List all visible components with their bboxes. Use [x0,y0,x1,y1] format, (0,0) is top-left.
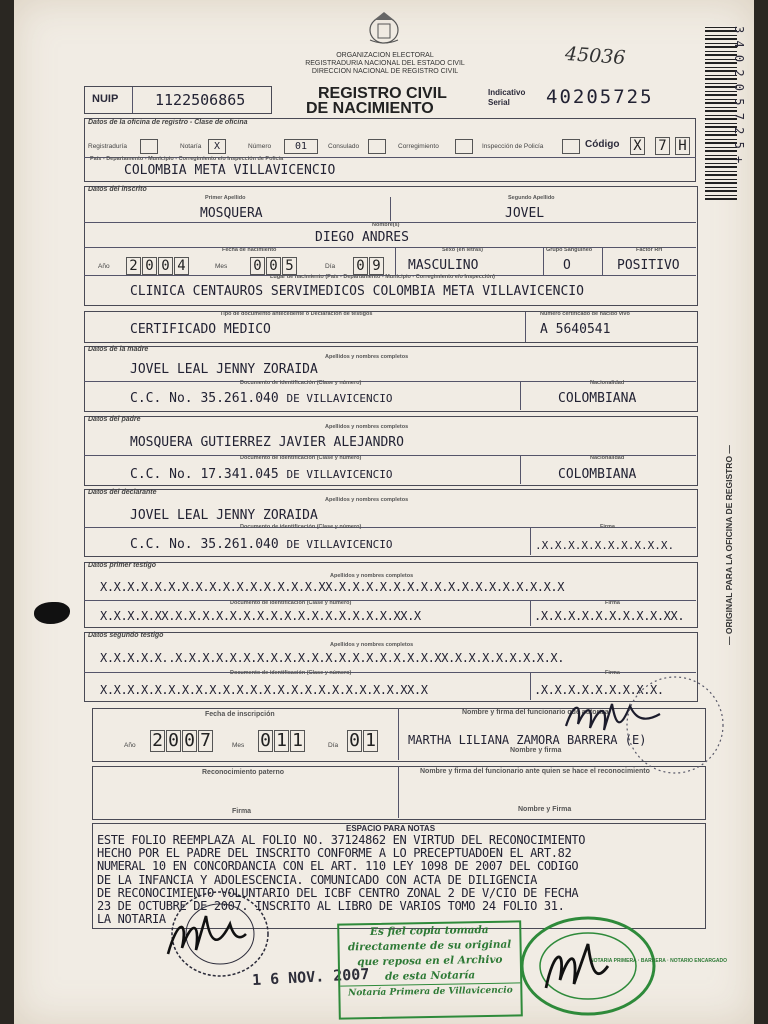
mes-digit: 0 [250,257,265,275]
testigo2-doc-label: Documento de identificación (Clase y número) [230,670,352,676]
padre-doc-number: C.C. No. 17.341.045 [130,467,279,482]
declarante-nombre-label: Apellidos y nombres completos [325,497,409,503]
mes-digit: 0 [266,257,281,275]
padre-doc-value [130,467,393,482]
madre-nac-value: COLOMBIANA [558,391,637,406]
reconocimiento-right-label: Nombre y firma del funcionario ante quien se hace el reconocimiento [420,768,650,775]
codigo-label: Código [585,139,620,150]
sexo-label: Sexo (en letras) [442,247,483,253]
nombres-label: Nombre(s) [372,222,400,228]
apellido-divider [390,197,391,221]
madre-nac-label: Nacionalidad [590,380,625,386]
testigo1-doc-value: X.X.X.X.XX.X.X.X.X.X.X.X.X.X.X.X.X.X.X.X.X.XX.X [100,609,421,623]
madre-nombre-value: JOVEL LEAL JENNY ZORAIDA [130,362,318,377]
madre-doc-value [130,391,393,406]
testigo2-nombre-value: X.X.X.X.X..X.X.X.X.X.X.X.X.X.X.X.X.X.X.X.X.X.X.X.XX.X.X.X.X.X.X.X.X. [100,651,565,665]
copy-stamp-line: que reposa en el Archivo [357,953,503,969]
codigo-digit[interactable]: H [675,137,690,155]
copy-stamp-footer: Notaría Primera de Villavicencio [340,982,520,1001]
org-line: REGISTRADURIA NACIONAL DEL ESTADO CIVIL [305,60,465,67]
dia-digit: 9 [369,257,384,275]
corregimiento-checkbox[interactable] [455,139,473,154]
org-line: ORGANIZACION ELECTORAL [336,52,434,59]
title-line1: REGISTRO CIVIL [318,85,447,102]
testigo1-firma-label: Firma [605,600,620,606]
inscrito-line2 [84,247,696,248]
inscripcion-mes-digit: 0 [258,730,273,752]
testigo1-nombre-label: Apellidos y nombres completos [330,573,414,579]
reconocimiento-divider [398,766,399,818]
declarante-section-title: Datos del declarante [88,489,157,496]
declarante-firma-label: Firma [600,524,615,530]
nombres-value: DIEGO ANDRES [315,230,409,245]
inscripcion-dia-digit: 0 [347,730,362,752]
primer-apellido-label: Primer Apellido [205,195,246,201]
padre-nombre-value: MOSQUERA GUTIERREZ JAVIER ALEJANDRO [130,435,404,450]
declarante-nombre-value: JOVEL LEAL JENNY ZORAIDA [130,508,318,523]
num-cert-value: A 5640541 [540,322,611,337]
segundo-apellido-label: Segundo Apellido [508,195,555,201]
registraduria-checkbox[interactable] [140,139,158,154]
mes-label: Mes [215,263,228,270]
title-line2: DE NACIMIENTO [306,100,434,117]
tipo-doc-label: Tipo de documento antecedente o Declaración de testigos [220,311,373,317]
testigo2-doc-value: X.X.X.X.X.X.X.X.X.X.X.X.X.X.X.X.X.X.X.X.X.X.XX.X [100,683,428,697]
testigo1-doc-label: Documento de identificación (Clase y número) [230,600,352,606]
madre-divider [520,382,521,410]
inspeccion-checkbox[interactable] [562,139,580,154]
sexo-divider [395,248,396,275]
inspeccion-label: Inspección de Policía [482,143,544,150]
inscripcion-anio-digit: 0 [166,730,181,752]
padre-divider [520,456,521,484]
funcionario-caption: Nombre y firma del funcionario que autoriza [462,709,609,716]
serial-label: Serial [488,98,510,107]
padre-nac-label: Nacionalidad [590,455,625,461]
declarante-divider [530,528,531,555]
inscripcion-fecha-label: Fecha de inscripción [205,711,275,718]
testigo2-firma-label: Firma [605,670,620,676]
serial-value: 40205725 [546,86,654,108]
numero-value[interactable]: 01 [284,139,318,154]
corregimiento-label: Corregimiento [398,143,439,150]
num-cert-label: Número certificado de nacido vivo [540,311,630,317]
codigo-digit[interactable]: X [630,137,645,155]
inscrito-section-title: Datos del inscrito [88,186,147,193]
madre-doc-place: DE VILLAVICENCIO [286,392,393,405]
place-caption: País - Departamento - Municipio - Corregimiento e/o Inspección de Policía [90,156,284,162]
padre-doc-place: DE VILLAVICENCIO [286,468,393,481]
inscripcion-anio-digit: 2 [150,730,165,752]
anio-digit: 0 [142,257,157,275]
dia-label: Día [325,263,336,270]
notary-signature-right [536,926,616,1011]
anio-digit: 0 [158,257,173,275]
dia-digit: 0 [353,257,368,275]
nota-line: LA NOTARIA [97,912,166,927]
nota-line: HECHO POR EL PADRE DEL INSCRITO CONFORME A LO PRECEPTUADOEN EL ART.82 [97,846,572,861]
declarante-firma-value: .X.X.X.X.X.X.X.X.X.X. [535,539,675,552]
copy-stamp-line: directamente de su original [347,938,512,954]
factor-label: Factor RH [636,247,663,253]
mes-digit: 5 [282,257,297,275]
consulado-checkbox[interactable] [368,139,386,154]
testigo2-section-title: Datos segundo testigo [88,632,164,639]
nota-line: DE LA INFANCIA Y ADOLESCENCIA. COMUNICADO CON ACTA DE DILIGENCIA [97,872,537,887]
testigo2-nombre-label: Apellidos y nombres completos [330,642,414,648]
factor-divider [602,248,603,275]
testigo1-divider [530,601,531,626]
inscripcion-dia-digit: 1 [363,730,378,752]
inscripcion-dia-label: Día [328,742,339,749]
codigo-digit[interactable]: 7 [655,137,670,155]
testigo1-nombre-value: X.X.X.X.X.X.X.X.X.X.X.X.X.X.X.X.XX.X.X.X.X.X.X.X.X.X.X.X.X.X.X.X.X.X [100,580,565,594]
handwritten-number: 45036 [564,42,627,70]
organization-header [280,52,490,76]
lugar-label: Lugar de nacimiento (País - Departamento - Municipio - Corregimiento e/o Inspección) [270,274,495,280]
notary-signature-left [160,904,250,979]
numero-label: Número [248,143,272,150]
inscripcion-nombre-firma: Nombre y firma [510,747,562,754]
indicativo-label: Indicativo [488,88,526,97]
declarante-doc-value [130,537,393,552]
colombia-coat-of-arms [364,10,404,46]
primer-apellido-value: MOSQUERA [200,206,263,221]
nota-line: 23 DE OCTUBRE DE 2007. INSCRITO AL LIBRO DE VARIOS TOMO 24 FOLIO 31. [97,899,565,914]
inscripcion-mes-digit: 1 [290,730,305,752]
nuip-value: 1122506865 [155,91,246,109]
inscripcion-mes-label: Mes [232,742,245,749]
funcionario-seal [620,670,730,785]
notas-title: ESPACIO PARA NOTAS [346,824,436,833]
declarante-doc-number: C.C. No. 35.261.040 [130,537,279,552]
anio-label: Año [98,263,110,270]
nuip-divider [132,87,133,113]
grupo-divider [543,248,544,275]
notary-seal-text: NOTARIA PRIMERA · BARRERA · NOTARIO ENCARGADO [590,958,728,964]
testigo1-section-title: Datos primer testigo [88,562,157,569]
padre-doc-label: Documento de identificación (Clase y número) [240,455,362,461]
nota-line: DE RECONOCIMIENTO VOLUNTARIO DEL ICBF CENTRO ZONAL 2 DE V/CIO DE FECHA [97,885,579,900]
grupo-value: O [563,258,571,273]
declarante-doc-place: DE VILLAVICENCIO [286,538,393,551]
inscripcion-mes-digit: 1 [274,730,289,752]
madre-section-title: Datos de la madre [88,346,149,353]
date-stamp: 1 6 NOV. 2007 [251,964,370,990]
madre-nombre-label: Apellidos y nombres completos [325,354,409,360]
inscripcion-divider [398,708,399,760]
registraduria-label: Registraduría [88,143,128,150]
barcode-number: 3 4 0 2 0 5 7 2 5 + [732,26,746,164]
anio-digit: 4 [174,257,189,275]
padre-nac-value: COLOMBIANA [558,467,637,482]
inscripcion-anio-digit: 7 [198,730,213,752]
grupo-label: Grupo Sanguíneo [546,247,593,253]
lugar-value: CLINICA CENTAUROS SERVIMEDICOS COLOMBIA META VILLAVICENCIO [130,284,584,299]
inscripcion-anio-digit: 0 [182,730,197,752]
consulado-label: Consulado [328,143,360,150]
copy-stamp-line: Es fiel copia tomada [369,923,489,939]
reconocimiento-nombre-firma: Nombre y Firma [518,806,572,813]
testigo2-firma-value: .X.X.X.X.X.X.X.X.X. [534,683,664,697]
inscripcion-anio-label: Año [124,742,136,749]
fecha-nacimiento-label: Fecha de nacimiento [222,247,277,253]
testigo1-firma-value: .X.X.X.X.X.X.X.X.X.XX. [534,609,685,623]
reconocimiento-firma: Firma [232,808,252,815]
side-text: — ORIGINAL PARA LA OFICINA DE REGISTRO — [724,445,734,645]
tipo-doc-divider [525,312,526,342]
sexo-value: MASCULINO [408,258,479,273]
padre-nombre-label: Apellidos y nombres completos [325,424,409,430]
nota-line: ESTE FOLIO REEMPLAZA AL FOLIO NO. 37124862 EN VIRTUD DEL RECONOCIMIENTO [97,833,586,847]
place-value: COLOMBIA META VILLAVICENCIO [124,163,336,178]
padre-section-title: Datos del padre [88,416,141,423]
nota-line: NUMERAL 10 EN CONCORDANCIA CON EL ART. 110 LEY 1098 DE 2007 DEL CODIGO [97,859,579,874]
nuip-label: NUIP [92,93,119,105]
madre-doc-number: C.C. No. 35.261.040 [130,391,279,406]
copy-stamp-line: de esta Notaría [384,969,476,983]
tipo-doc-value: CERTIFICADO MEDICO [130,322,271,337]
madre-doc-label: Documento de identificación (Clase y número) [240,380,362,386]
oficina-section-title: Datos de la oficina de registro - Clase de oficina [88,119,248,126]
anio-digit: 2 [126,257,141,275]
testigo2-divider [530,673,531,700]
org-line: DIRECCION NACIONAL DE REGISTRO CIVIL [311,68,459,75]
notaria-checkbox[interactable]: X [208,139,226,154]
funcionario-value: MARTHA LILIANA ZAMORA BARRERA (E) [408,733,647,747]
declarante-doc-label: Documento de identificación (Clase y número) [240,524,362,530]
factor-value: POSITIVO [617,258,680,273]
reconocimiento-left-label: Reconocimiento paterno [202,769,285,776]
notaria-label: Notaría [180,143,202,150]
copy-stamp [337,920,523,1019]
segundo-apellido-value: JOVEL [505,206,545,221]
